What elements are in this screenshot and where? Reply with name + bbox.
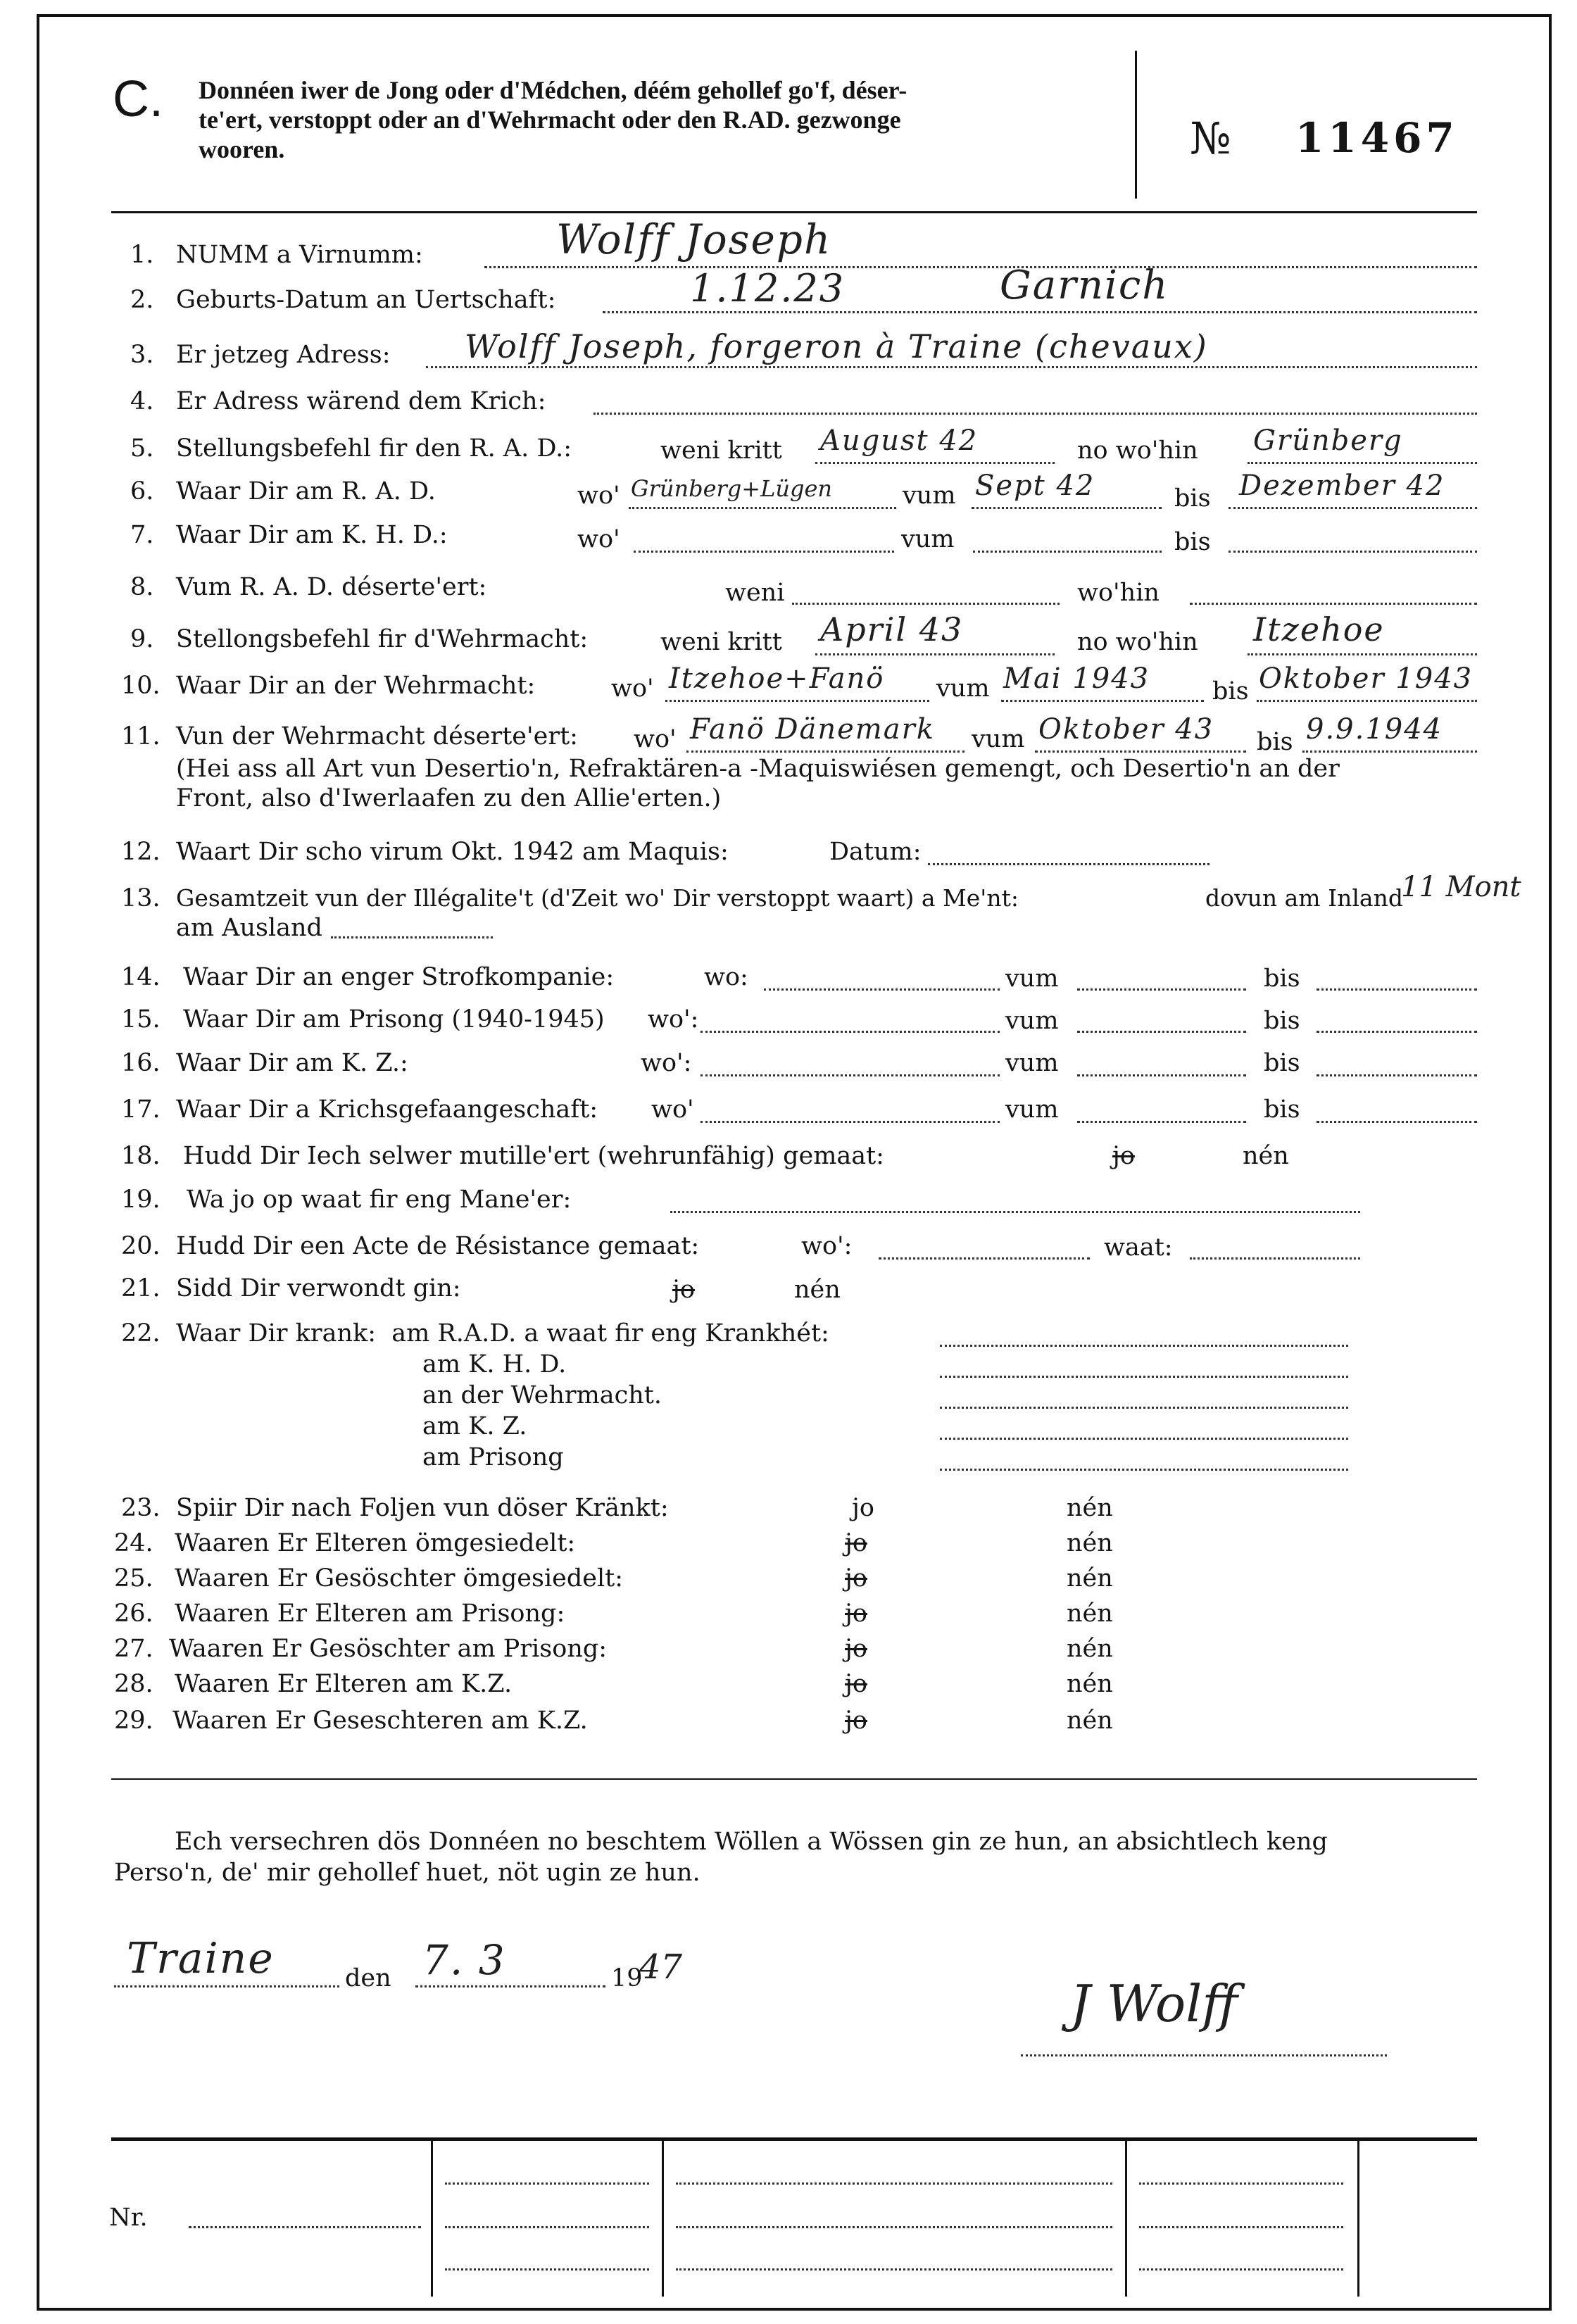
item-13-abroad-label: am Ausland: [176, 914, 322, 942]
item-28-label: Waaren Er Elteren am K.Z.: [175, 1670, 513, 1698]
item-18-number: 18.: [121, 1142, 161, 1170]
item-20-wo-label: wo':: [801, 1232, 853, 1260]
hw-date: 7. 3: [422, 1936, 506, 1984]
sick-sub-kz: am K. Z.: [422, 1412, 527, 1440]
item-28-yes[interactable]: jo: [845, 1670, 867, 1698]
item-19-field[interactable]: [670, 1211, 1360, 1213]
hw-wm-wo: Itzehoe+Fanö: [669, 662, 885, 695]
item-26-no[interactable]: nén: [1067, 1600, 1113, 1628]
section-letter: C.: [113, 71, 163, 127]
hw-rad-to: Dezember 42: [1239, 470, 1445, 502]
hw-wm-to: Oktober 1943: [1259, 662, 1474, 695]
item-1-label: NUMM a Virnumm:: [176, 241, 423, 269]
item-12-date-label: Datum:: [829, 838, 922, 866]
item-5-label: Stellungsbefehl fir den R. A. D.:: [176, 434, 572, 463]
item-11-to-field[interactable]: [1302, 750, 1477, 753]
item-15-to-label: bis: [1264, 1007, 1300, 1035]
hw-inland: 11 Mont: [1401, 871, 1521, 903]
item-16-from-field[interactable]: [1077, 1074, 1246, 1076]
header-rule: [111, 211, 1477, 213]
item-6-number: 6.: [130, 477, 154, 505]
item-12-date-field[interactable]: [928, 863, 1210, 865]
signature-field[interactable]: [1021, 2054, 1387, 2056]
item-25-no[interactable]: nén: [1067, 1564, 1113, 1593]
item-9-number: 9.: [130, 625, 154, 653]
item-6-to-field[interactable]: [1229, 507, 1477, 509]
item-18-yes[interactable]: jo: [1112, 1142, 1135, 1170]
footer-cell-4-3[interactable]: [1139, 2268, 1343, 2270]
footer-nr-label: Nr.: [109, 2204, 148, 2232]
item-10-wo-label: wo': [611, 674, 654, 703]
item-7-number: 7.: [130, 521, 154, 549]
item-29-yes[interactable]: jo: [845, 1707, 867, 1735]
item-16-to-field[interactable]: [1317, 1074, 1477, 1076]
item-27-yes[interactable]: jo: [845, 1635, 867, 1663]
item-8-when-label: weni: [725, 579, 785, 607]
item-22-rad-field[interactable]: [940, 1345, 1348, 1347]
item-5-when-field[interactable]: [815, 462, 1055, 464]
hw-des-to: 9.9.1944: [1306, 713, 1443, 746]
item-7-to-label: bis: [1174, 528, 1211, 556]
item-10-from-label: vum: [936, 674, 990, 703]
item-15-from-field[interactable]: [1077, 1031, 1246, 1033]
footer-cell-2-1[interactable]: [445, 2182, 649, 2185]
item-14-wo-field[interactable]: [764, 988, 1000, 991]
item-10-to-label: bis: [1212, 677, 1249, 705]
form-number: 11467: [1295, 114, 1459, 162]
hw-rad-where: Grünberg: [1253, 425, 1403, 457]
item-28-number: 28.: [114, 1670, 153, 1698]
item-6-wo-field[interactable]: [629, 507, 896, 509]
item-1-field[interactable]: [484, 266, 1477, 268]
desertion-note-2: Front, also d'Iwerlaafen zu den Allie'erten.): [176, 784, 722, 812]
item-4-number: 4.: [130, 387, 154, 415]
sick-sub-prisong: am Prisong: [422, 1443, 564, 1471]
item-20-what-label: waat:: [1104, 1233, 1173, 1262]
item-13-number: 13.: [121, 884, 161, 912]
item-22-khd-field[interactable]: [940, 1376, 1348, 1378]
item-6-to-label: bis: [1174, 484, 1211, 513]
hw-year-suffix: 47: [639, 1947, 683, 1987]
item-14-wo-label: wo:: [704, 963, 748, 991]
item-14-to-label: bis: [1264, 965, 1300, 993]
place-field[interactable]: [114, 1985, 339, 1987]
item-27-number: 27.: [114, 1635, 153, 1663]
item-9-where-field[interactable]: [1248, 653, 1477, 655]
footer-col-1: [431, 2137, 433, 2297]
item-22-label: Waar Dir krank: am R.A.D. a waat fir eng Krankhét:: [176, 1319, 829, 1348]
item-9-when-label: weni kritt: [660, 628, 782, 656]
hw-rad-from: Sept 42: [975, 470, 1095, 502]
item-17-from-label: vum: [1005, 1095, 1059, 1124]
item-14-to-field[interactable]: [1317, 988, 1477, 991]
item-16-to-label: bis: [1264, 1049, 1300, 1077]
item-17-from-field[interactable]: [1077, 1121, 1246, 1123]
footer-col-3: [1125, 2137, 1127, 2297]
date-field[interactable]: [415, 1985, 605, 1987]
hw-wm-when: April 43: [820, 610, 964, 648]
item-8-when-field[interactable]: [792, 603, 1060, 605]
header-title-line-2: te'ert, verstoppt oder an d'Wehrmacht oder den R.AD. gezwonge: [199, 106, 901, 134]
item-25-number: 25.: [114, 1564, 153, 1593]
item-16-from-label: vum: [1005, 1049, 1059, 1077]
declaration-line-1: Ech versechren dös Donnéen no beschtem Wöllen a Wössen gin ze hun, an absichtlech keng: [175, 1828, 1328, 1856]
hw-des-from: Oktober 43: [1038, 713, 1214, 746]
item-24-no[interactable]: nén: [1067, 1529, 1113, 1557]
item-3-field[interactable]: [426, 366, 1477, 368]
footer-cell-4-2[interactable]: [1139, 2226, 1343, 2228]
header-divider: [1135, 51, 1137, 199]
item-23-yes[interactable]: jo: [852, 1494, 874, 1522]
item-5-when-label: weni kritt: [660, 436, 782, 465]
item-16-wo-label: wo':: [641, 1049, 692, 1077]
item-23-label: Spiir Dir nach Foljen vun döser Kränkt:: [176, 1494, 669, 1522]
item-6-from-field[interactable]: [972, 507, 1162, 509]
item-10-number: 10.: [121, 672, 161, 700]
footer-cell-4-1[interactable]: [1139, 2182, 1343, 2185]
item-1-number: 1.: [130, 241, 154, 269]
item-23-number: 23.: [121, 1494, 161, 1522]
footer-nr-field[interactable]: [189, 2226, 421, 2228]
item-17-number: 17.: [121, 1095, 161, 1124]
item-18-no[interactable]: nén: [1243, 1142, 1289, 1170]
item-29-no[interactable]: nén: [1067, 1707, 1113, 1735]
item-3-number: 3.: [130, 341, 154, 369]
hw-name: Wolff Joseph: [556, 215, 832, 263]
desertion-note-1: (Hei ass all Art vun Desertio'n, Refraktären-a -Maquiswiésen gemengt, och Desertio'n an der: [176, 755, 1340, 783]
item-5-where-label: no wo'hin: [1077, 436, 1198, 465]
item-24-yes[interactable]: jo: [845, 1529, 867, 1557]
item-15-to-field[interactable]: [1317, 1031, 1477, 1033]
item-11-wo-field[interactable]: [686, 750, 965, 753]
item-17-wo-field[interactable]: [700, 1121, 1000, 1123]
item-10-from-field[interactable]: [1001, 700, 1204, 702]
item-22-prisong-field[interactable]: [940, 1469, 1348, 1471]
item-14-number: 14.: [121, 963, 161, 991]
item-8-label: Vum R. A. D. déserte'ert:: [176, 573, 487, 601]
item-21-yes[interactable]: jo: [672, 1276, 695, 1304]
hw-wm-where: Itzehoe: [1253, 610, 1385, 648]
item-10-to-field[interactable]: [1257, 700, 1477, 702]
item-22-wehrmacht-field[interactable]: [940, 1407, 1348, 1409]
hw-rad-when: August 42: [820, 425, 979, 457]
footer-col-2: [662, 2137, 664, 2297]
item-9-where-label: no wo'hin: [1077, 628, 1198, 656]
item-8-where-label: wo'hin: [1077, 579, 1160, 607]
item-7-from-label: vum: [901, 525, 955, 553]
sick-sub-khd: am K. H. D.: [422, 1350, 567, 1378]
item-17-wo-label: wo': [651, 1095, 694, 1124]
item-11-wo-label: wo': [634, 725, 677, 753]
item-24-label: Waaren Er Elteren ömgesiedelt:: [175, 1529, 576, 1557]
item-11-label: Vun der Wehrmacht déserte'ert:: [176, 722, 578, 750]
item-15-number: 15.: [121, 1005, 161, 1034]
item-22-kz-field[interactable]: [940, 1438, 1348, 1440]
hw-address: Wolff Joseph, forgeron à Traine (chevaux): [465, 327, 1208, 365]
item-12-label: Waart Dir scho virum Okt. 1942 am Maquis:: [176, 838, 729, 866]
footer-top-rule: [111, 2137, 1477, 2141]
footer-cell-2-3[interactable]: [445, 2268, 649, 2270]
footer-col-4: [1357, 2137, 1359, 2297]
item-6-wo-label: wo': [577, 482, 620, 510]
item-13-inland-label: dovun am Inland: [1205, 884, 1403, 912]
item-20-number: 20.: [121, 1232, 161, 1260]
item-16-number: 16.: [121, 1049, 161, 1077]
item-12-number: 12.: [121, 838, 161, 866]
item-21-number: 21.: [121, 1274, 161, 1302]
signature: J Wolff: [1070, 1974, 1238, 2033]
hw-rad-wo: Grünberg+Lügen: [631, 475, 832, 502]
item-7-wo-field[interactable]: [634, 551, 894, 553]
item-5-number: 5.: [130, 434, 154, 463]
hw-birth-date: 1.12.23: [690, 266, 846, 310]
item-17-to-label: bis: [1264, 1095, 1300, 1124]
item-17-label: Waar Dir a Krichsgefaangeschaft:: [176, 1095, 598, 1124]
item-20-label: Hudd Dir een Acte de Résistance gemaat:: [176, 1232, 700, 1260]
item-26-label: Waaren Er Elteren am Prisong:: [175, 1600, 565, 1628]
item-26-yes[interactable]: jo: [845, 1600, 867, 1628]
item-19-number: 19.: [121, 1186, 161, 1214]
item-29-label: Waaren Er Geseschteren am K.Z.: [172, 1707, 588, 1735]
item-19-label: Wa jo op waat fir eng Mane'er:: [187, 1186, 572, 1214]
item-10-wo-field[interactable]: [665, 700, 929, 702]
item-16-label: Waar Dir am K. Z.:: [176, 1049, 408, 1077]
hw-birth-place: Garnich: [1000, 263, 1169, 308]
item-15-label: Waar Dir am Prisong (1940-1945): [183, 1005, 605, 1034]
footer-cell-3-2[interactable]: [676, 2226, 1112, 2228]
item-29-number: 29.: [114, 1707, 153, 1735]
year-prefix: 19: [611, 1964, 643, 1992]
item-20-wo-field[interactable]: [879, 1257, 1090, 1260]
item-11-to-label: bis: [1257, 728, 1293, 756]
section-rule: [111, 1778, 1477, 1780]
item-2-label: Geburts-Datum an Uertschaft:: [176, 286, 556, 314]
item-20-what-field[interactable]: [1190, 1257, 1360, 1260]
item-24-number: 24.: [114, 1529, 153, 1557]
item-17-to-field[interactable]: [1317, 1121, 1477, 1123]
item-8-where-field[interactable]: [1190, 603, 1477, 605]
item-7-wo-label: wo': [577, 525, 620, 553]
item-21-no[interactable]: nén: [794, 1276, 841, 1304]
item-7-from-field[interactable]: [973, 551, 1162, 553]
header-title-line-3: wooren.: [199, 135, 285, 163]
item-27-no[interactable]: nén: [1067, 1635, 1113, 1663]
item-11-from-label: vum: [972, 725, 1025, 753]
sick-sub-wehrmacht: an der Wehrmacht.: [422, 1381, 662, 1409]
number-label: №: [1190, 113, 1231, 164]
item-21-label: Sidd Dir verwondt gin:: [176, 1274, 461, 1302]
item-6-label: Waar Dir am R. A. D.: [176, 477, 436, 505]
item-7-label: Waar Dir am K. H. D.:: [176, 521, 448, 549]
item-6-from-label: vum: [903, 482, 956, 510]
item-25-yes[interactable]: jo: [845, 1564, 867, 1593]
footer-cell-2-2[interactable]: [445, 2226, 649, 2228]
item-15-wo-field[interactable]: [700, 1031, 1000, 1033]
hw-des-wo: Fanö Dänemark: [690, 713, 935, 746]
item-16-wo-field[interactable]: [700, 1074, 1000, 1076]
item-13-label: Gesamtzeit vun der Illégalite't (d'Zeit wo' Dir verstoppt waart) a Me'nt:: [176, 884, 1019, 912]
footer-cell-3-3[interactable]: [676, 2268, 1112, 2270]
declaration-line-2: Perso'n, de' mir gehollef huet, nöt ugin ze hun.: [114, 1859, 700, 1887]
item-28-no[interactable]: nén: [1067, 1670, 1113, 1698]
hw-wm-from: Mai 1943: [1003, 662, 1150, 695]
hw-place: Traine: [127, 1934, 275, 1983]
item-18-label: Hudd Dir Iech selwer mutille'ert (wehrunfähig) gemaat:: [183, 1142, 884, 1170]
item-9-when-field[interactable]: [815, 653, 1055, 655]
item-11-from-field[interactable]: [1035, 750, 1246, 753]
item-25-label: Waaren Er Gesöschter ömgesiedelt:: [175, 1564, 624, 1593]
item-9-label: Stellongsbefehl fir d'Wehrmacht:: [176, 625, 589, 653]
item-15-from-label: vum: [1005, 1007, 1059, 1035]
item-13-abroad-field[interactable]: [331, 936, 493, 938]
item-7-to-field[interactable]: [1229, 551, 1477, 553]
item-14-from-label: vum: [1005, 965, 1059, 993]
header-title-line-1: Donnéen iwer de Jong oder d'Médchen, déém gehollef go'f, déser-: [199, 76, 907, 104]
footer-cell-3-1[interactable]: [676, 2182, 1112, 2185]
item-5-where-field[interactable]: [1248, 462, 1477, 464]
item-11-number: 11.: [121, 722, 161, 750]
item-2-number: 2.: [130, 286, 154, 314]
item-14-from-field[interactable]: [1077, 988, 1246, 991]
item-22-number: 22.: [121, 1319, 161, 1348]
item-15-wo-label: wo':: [648, 1005, 699, 1034]
item-3-label: Er jetzeg Adress:: [176, 341, 391, 369]
item-10-label: Waar Dir an der Wehrmacht:: [176, 672, 536, 700]
item-2-field[interactable]: [603, 311, 1477, 313]
den-label: den: [345, 1964, 391, 1992]
item-8-number: 8.: [130, 573, 154, 601]
item-14-label: Waar Dir an enger Strofkompanie:: [183, 963, 615, 991]
item-23-no[interactable]: nén: [1067, 1494, 1113, 1522]
item-26-number: 26.: [114, 1600, 153, 1628]
item-4-label: Er Adress wärend dem Krich:: [176, 387, 546, 415]
item-4-field[interactable]: [593, 413, 1477, 415]
item-27-label: Waaren Er Gesöschter am Prisong:: [169, 1635, 608, 1663]
